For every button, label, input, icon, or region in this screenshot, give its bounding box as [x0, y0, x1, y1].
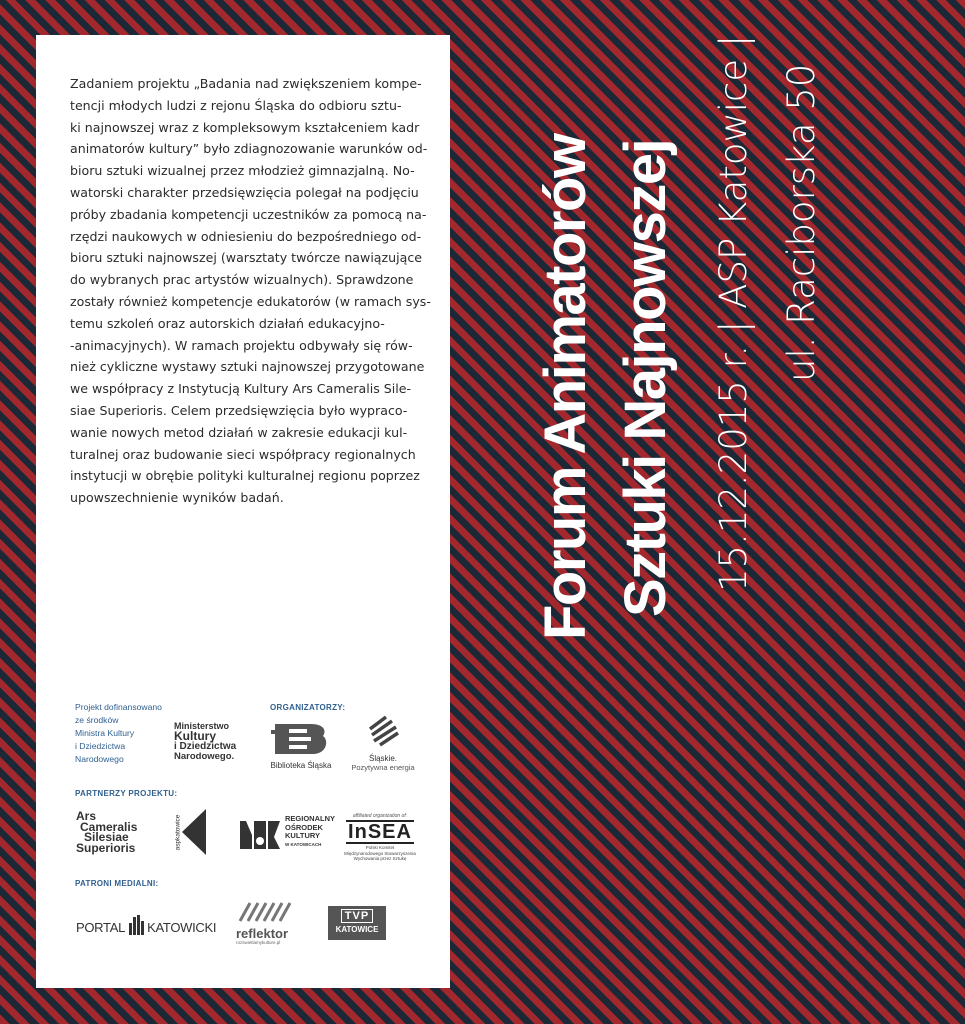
slaskie-logo: Śląskie. Pozytywna energia	[348, 715, 418, 772]
text-line: bioru sztuki wizualnej przez młodzież gimnazjalną. No-	[70, 163, 415, 179]
text-line: turalnej oraz budowanie sieci współpracy regionalnych	[70, 446, 416, 462]
slaskie-wave-icon	[366, 715, 400, 749]
reflektor-rays-icon	[236, 901, 292, 923]
text-line: bioru sztuki najnowszej (warsztaty twórcze nawiązujące	[70, 250, 423, 266]
text-line: tencji młodych ludzi z rejonu Śląska do odbioru sztu-	[70, 97, 402, 113]
building-icon	[128, 915, 144, 935]
asp-arrow-icon	[180, 809, 208, 855]
insea-logo: affiliated organization of: InSEA Polski Komitet Międzynarodowego Stowarzyszenia Wychowania przez Sztukę	[344, 813, 416, 861]
text-line: zostały również kompetencje edukatorów (w ramach sys-	[70, 293, 431, 309]
text-line: nież cykliczne wystawy sztuki najnowszej przygotowane	[70, 359, 425, 375]
text-line: we współpracy z Instytucją Kultury Ars Cameralis Sile-	[70, 381, 412, 397]
text-line: instytucji w obrębie polityki kulturalnej regionu poprzez	[70, 468, 420, 484]
partners-heading: PARTNERZY PROJEKTU:	[75, 789, 178, 798]
text-line: -animacyjnych). W ramach projektu odbywały się rów-	[70, 337, 413, 353]
event-date-venue: 15.12.2015 r. | ASP Katowice |	[712, 34, 755, 592]
media-heading: PATRONI MEDIALNI:	[75, 879, 159, 888]
text-line: temu szkoleń oraz autorskich działań edukacyjno-	[70, 315, 385, 331]
reflektor-logo: reflektor rozswietlamykulture.pl	[236, 901, 300, 945]
organizers-heading: ORGANIZATORZY:	[270, 703, 346, 712]
biblioteka-slaska-logo	[270, 722, 332, 770]
text-line: ki najnowszej wraz z kompleksowym kształceniem kadr	[70, 119, 420, 135]
tvp-katowice-logo: TVP KATOWICE	[328, 906, 386, 940]
biblioteka-b-icon	[271, 722, 331, 756]
text-line: upowszechnienie wyników badań.	[70, 490, 284, 506]
text-line: watorski charakter przedsięwzięcia polegał na podjęciu	[70, 184, 419, 200]
biblioteka-label: Biblioteka Śląska	[270, 761, 332, 770]
text-panel: Zadaniem projektu „Badania nad zwiększeniem kompe- tencji młodych ludzi z rejonu Śląska do odbioru sztu- ki najnowszej wraz z kompleksowym kształceniem kadr animatorów kultury” było zdiagnozowanie warunków od- bioru sztuki wizualnej przez młodzież gimnazjalną. No- watorski charakter przedsięwzięcia polegał na podjęciu próby zbadania kompetencji uczestników za pomocą na- rzędzi naukowych w odniesieniu do bezpośredniego od- bioru sztuki najnowszej (warsztaty twórcze nawiązujące do wybranych prac artystów wizualnych). Sprawdzone zostały również kompetencje edukatorów (w ramach sys- temu szkoleń oraz autorskich działań edukacyjno- -animacyjnych). W ramach projektu odbywały się rów- nież cykliczne wystawy sztuki najnowszej przygotowane we współpracy z Instytucją Kultury Ars Cameralis Sile- siae Superioris. Celem przedsięwzięcia było wypraco- wanie nowych metod działań w zakresie edukacji kul- turalnej oraz budowanie sieci współpracy regionalnych instytucji w obrębie polityki kulturalnej regionu poprzez upowszechnienie wyników badań. Projekt dofinansowano ze środków Ministra Kultury i Dziedzictwa Narodowego Ministerstwo Kultury i Dziedzictwa Narodowego. ORGANIZATORZY: Biblioteka Śląska Śląskie. Pozytywna energia PARTNERZY PROJEKTU: Ars Cameralis Silesiae Superioris aspkatowice REGIONALNY OŚRODEK KULTURY W KATOWICACH affiliated organization of: InSEA Polski Komitet Międzynarodowego Stowarzyszenia Wychowania przez Sztukę PATRONI MEDIALNI: PORTAL KATOWICKI reflektor rozswietlamykulture.pl TVP KATOWICE	[36, 35, 450, 988]
text-line: próby zbadania kompetencji uczestników za pomocą na-	[70, 206, 427, 222]
title-line-2: Sztuki Najnowszej	[613, 139, 678, 617]
ministry-logo: Ministerstwo Kultury i Dziedzictwa Narodowego.	[174, 721, 237, 762]
portal-katowicki-logo: PORTAL KATOWICKI	[76, 915, 216, 935]
project-description	[70, 73, 431, 509]
rok-emblem-icon	[238, 817, 282, 853]
text-line: animatorów kultury” było zdiagnozowanie warunków od-	[70, 141, 428, 157]
text-line: Zadaniem projektu „Badania nad zwiększeniem kompe-	[70, 76, 422, 91]
text-line: siae Superioris. Celem przedsięwzięcia było wypraco-	[70, 402, 408, 418]
ars-cameralis-logo: Ars Cameralis Silesiae Superioris	[76, 809, 138, 855]
event-address: ul. Raciborska 50	[780, 63, 823, 382]
text-line: rzędzi naukowych w odniesieniu do bezpośredniego od-	[70, 228, 422, 244]
asp-katowice-logo: aspkatowice	[170, 809, 210, 857]
text-line: do wybranych prac artystów wizualnych). Sprawdzone	[70, 272, 414, 288]
text-line: wanie nowych metod działań w zakresie edukacji kul-	[70, 424, 408, 440]
funding-note: Projekt dofinansowano ze środków Ministra Kultury i Dziedzictwa Narodowego	[75, 702, 162, 764]
title-line-1: Forum Animatorów	[533, 134, 598, 640]
